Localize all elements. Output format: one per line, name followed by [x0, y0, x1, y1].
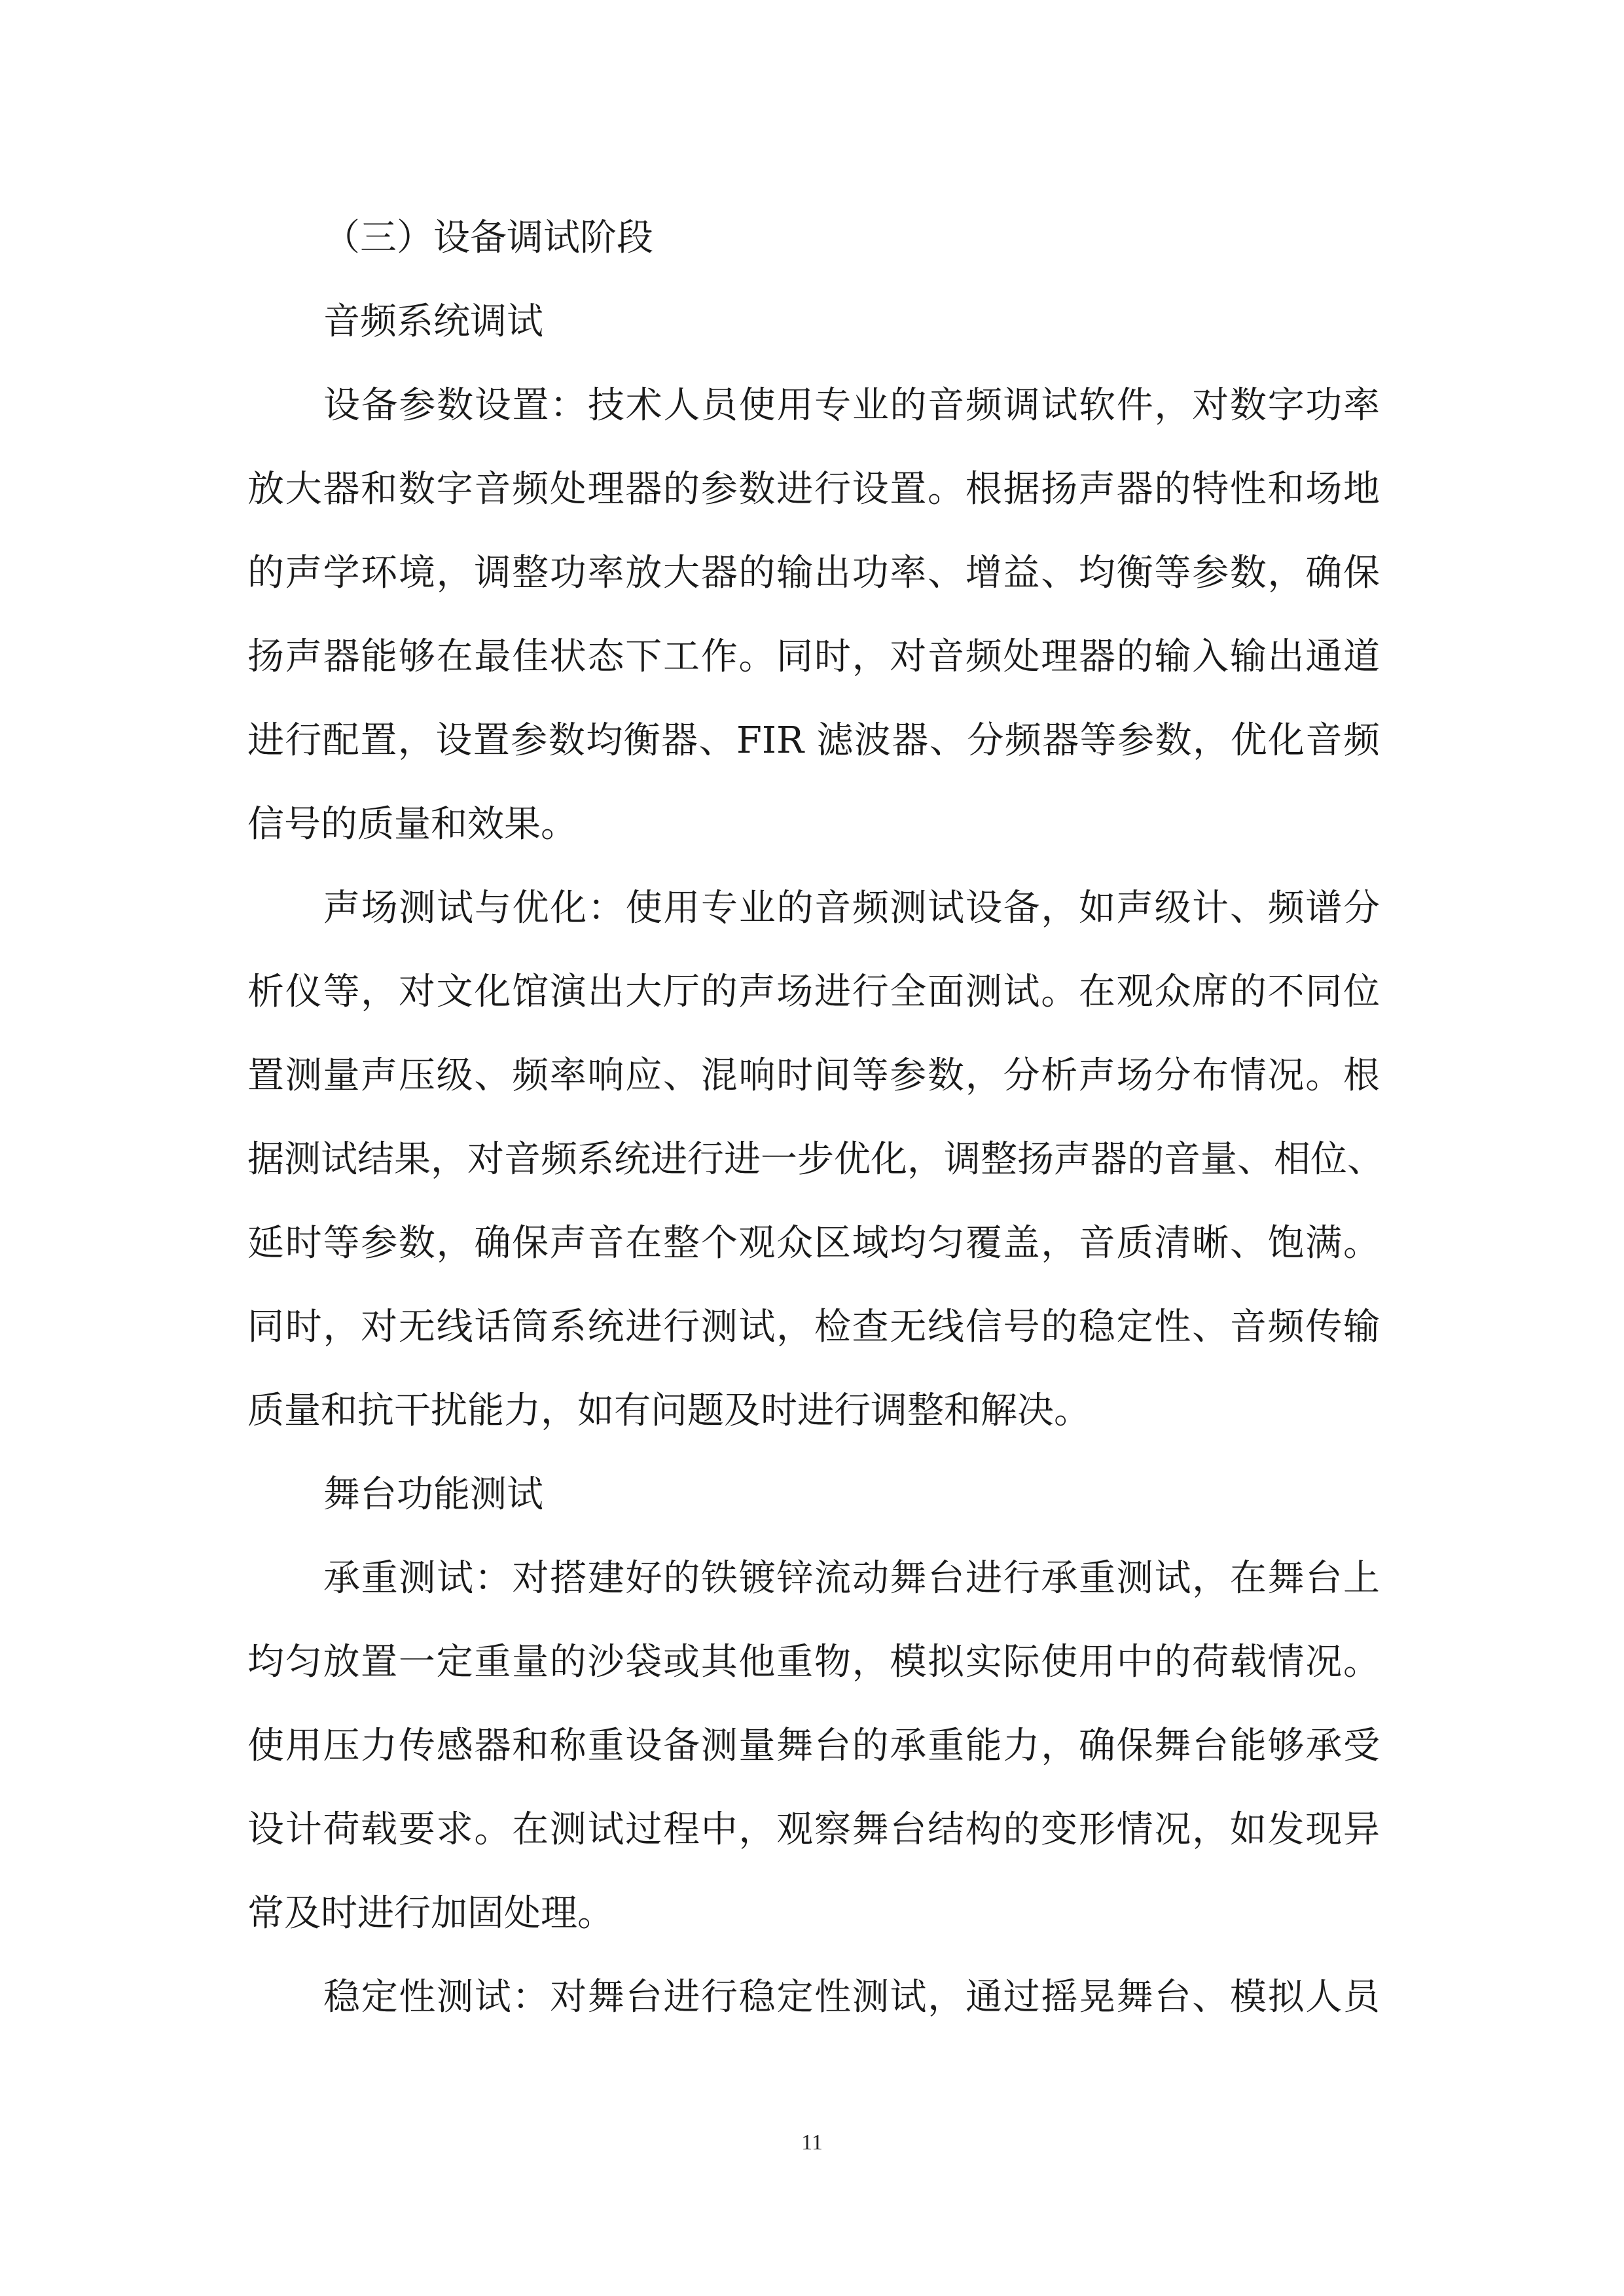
- paragraph-line: 析仪等，对文化馆演出大厅的声场进行全面测试。在观众席的不同位: [247, 971, 1380, 1013]
- paragraph-load-test: [247, 1537, 1380, 1956]
- sub-heading-stage: 舞台功能测试: [323, 1473, 543, 1516]
- paragraph-line: 信号的质量和效果。: [247, 803, 577, 846]
- document-body: [247, 196, 1384, 2039]
- paragraph-line: 同时，对无线话筒系统进行测试，检查无线信号的稳定性、音频传输: [247, 1306, 1380, 1348]
- paragraph-line: 承重测试：对搭建好的铁镀锌流动舞台进行承重测试，在舞台上: [323, 1557, 1380, 1600]
- section-heading: （三）设备调试阶段: [323, 217, 653, 259]
- paragraph-line: 进行配置，设置参数均衡器、FIR 滤波器、分频器等参数，优化音频: [247, 719, 1380, 762]
- paragraph-line: 均匀放置一定重量的沙袋或其他重物，模拟实际使用中的荷载情况。: [247, 1641, 1380, 1683]
- paragraph-sound-field-test: [247, 867, 1384, 1453]
- paragraph-stability-test: [247, 1956, 1380, 2039]
- paragraph-line: 质量和抗干扰能力，如有问题及时进行调整和解决。: [247, 1390, 1091, 1432]
- paragraph-line: 设备参数设置：技术人员使用专业的音频调试软件，对数字功率: [323, 384, 1380, 427]
- paragraph-line: 稳定性测试：对舞台进行稳定性测试，通过摇晃舞台、模拟人员: [323, 1976, 1380, 2018]
- paragraph-line: 放大器和数字音频处理器的参数进行设置。根据扬声器的特性和场地: [247, 468, 1380, 511]
- paragraph-equipment-parameters: [247, 364, 1380, 867]
- paragraph-line: 常及时进行加固处理。: [247, 1892, 614, 1935]
- paragraph-line: 扬声器能够在最佳状态下工作。同时，对音频处理器的输入输出通道: [247, 636, 1380, 678]
- paragraph-line: 的声学环境，调整功率放大器的输出功率、增益、均衡等参数，确保: [247, 552, 1380, 594]
- sub-heading-audio: 音频系统调试: [323, 300, 543, 343]
- paragraph-line: 据测试结果，对音频系统进行进一步优化，调整扬声器的音量、相位、: [247, 1138, 1384, 1181]
- page-number: 11: [801, 2130, 823, 2155]
- paragraph-line: 设计荷载要求。在测试过程中，观察舞台结构的变形情况，如发现异: [247, 1808, 1380, 1851]
- paragraph-line: 置测量声压级、频率响应、混响时间等参数，分析声场分布情况。根: [247, 1054, 1380, 1097]
- paragraph-line: 使用压力传感器和称重设备测量舞台的承重能力，确保舞台能够承受: [247, 1725, 1380, 1767]
- paragraph-line: 声场测试与优化：使用专业的音频测试设备，如声级计、频谱分: [323, 887, 1380, 929]
- paragraph-line: 延时等参数，确保声音在整个观众区域均匀覆盖，音质清晰、饱满。: [247, 1222, 1380, 1265]
